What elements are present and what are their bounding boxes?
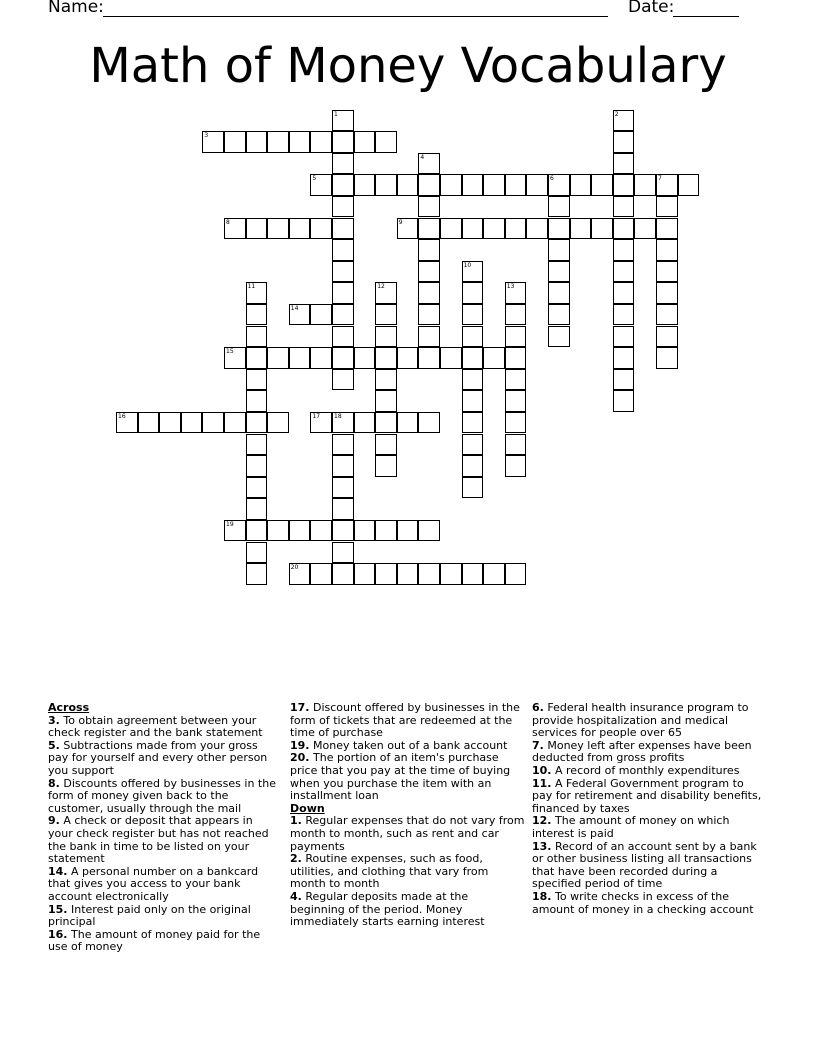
cell-number: 20: [290, 564, 299, 572]
across-clue: 5. Subtractions made from your gross pay for yourself and every other person you support: [48, 738, 268, 777]
down-heading: Down: [290, 801, 325, 815]
cell-number: 17: [312, 412, 321, 420]
cell-number: 2: [614, 110, 619, 118]
cell-number: 5: [312, 175, 317, 183]
page-title: Math of Money Vocabulary: [89, 38, 727, 94]
cell-number: 11: [247, 283, 256, 291]
across-heading: Across: [48, 701, 90, 714]
cell-number: 18: [334, 412, 342, 420]
down-clue: 6. Federal health insurance program to provide hospitalization and medical services for people over 65: [532, 701, 749, 740]
down-clue: 11. A Federal Government program to pay for retirement and disability benefits, financed by taxes: [532, 776, 762, 815]
across-clue: 3. To obtain agreement between your check register and the bank statement: [48, 713, 263, 740]
cell-number: 12: [377, 283, 385, 291]
cell-number: 4: [420, 153, 425, 161]
cell-number: 15: [226, 348, 234, 356]
across-clue: 19. Money taken out of a bank account: [290, 738, 508, 752]
cell-number: 1: [334, 110, 338, 118]
cell-number: 14: [290, 304, 299, 312]
cell-number: 6: [550, 175, 554, 183]
across-clue: 16. The amount of money paid for the use of money: [48, 927, 261, 954]
down-clue: 1. Regular expenses that do not vary from month to month, such as rent and car payments: [290, 814, 525, 853]
down-clue: 13. Record of an account sent by a bank or other business listing all transactions that have been recorded during a specified period of time: [532, 839, 757, 891]
cell-number: 7: [658, 175, 662, 183]
cell-number: 19: [226, 520, 234, 528]
clue-column-1: [48, 702, 276, 954]
date-label: Date:: [628, 0, 675, 17]
down-clue: 7. Money left after expenses have been deducted from gross profits: [532, 738, 752, 765]
down-clue: 4. Regular deposits made at the beginning of the period. Money immediately starts earning interest: [290, 889, 485, 929]
cell-number: 16: [118, 412, 126, 420]
name-label: Name:: [48, 0, 104, 17]
cell-number: 13: [506, 283, 515, 291]
cell-number: 8: [226, 218, 230, 226]
across-clue: 9. A check or deposit that appears in your check register but has not reached the bank in time to be listed on your statement: [48, 814, 269, 866]
across-clue: 14. A personal number on a bankcard that gives you access to your bank account electronically: [48, 864, 259, 903]
across-clue: 17. Discount offered by businesses in the form of tickets that are redeemed at the time of purchase: [290, 701, 520, 740]
cell-number: 9: [398, 218, 403, 226]
cell-number: 3: [204, 132, 209, 140]
down-clue: 18. To write checks in excess of the amount of money in a checking account: [532, 889, 754, 916]
across-clue: 20. The portion of an item's purchase price that you pay at the time of buying when you purchase the item with an installment loan: [290, 751, 511, 803]
down-clue: 12. The amount of money on which interest is paid: [532, 814, 730, 840]
cell-number: 10: [463, 261, 472, 269]
clue-column-3: [532, 702, 766, 916]
across-clue: 15. Interest paid only on the original principal: [48, 902, 251, 929]
down-clue: 2. Routine expenses, such as food, utilities, and clothing that vary from month to month: [290, 852, 489, 891]
clue-column-2: [290, 702, 526, 929]
down-clue: 10. A record of monthly expenditures: [532, 763, 740, 777]
across-clue: 8. Discounts offered by businesses in the form of money given back to the customer, usually through the mail: [48, 776, 276, 815]
